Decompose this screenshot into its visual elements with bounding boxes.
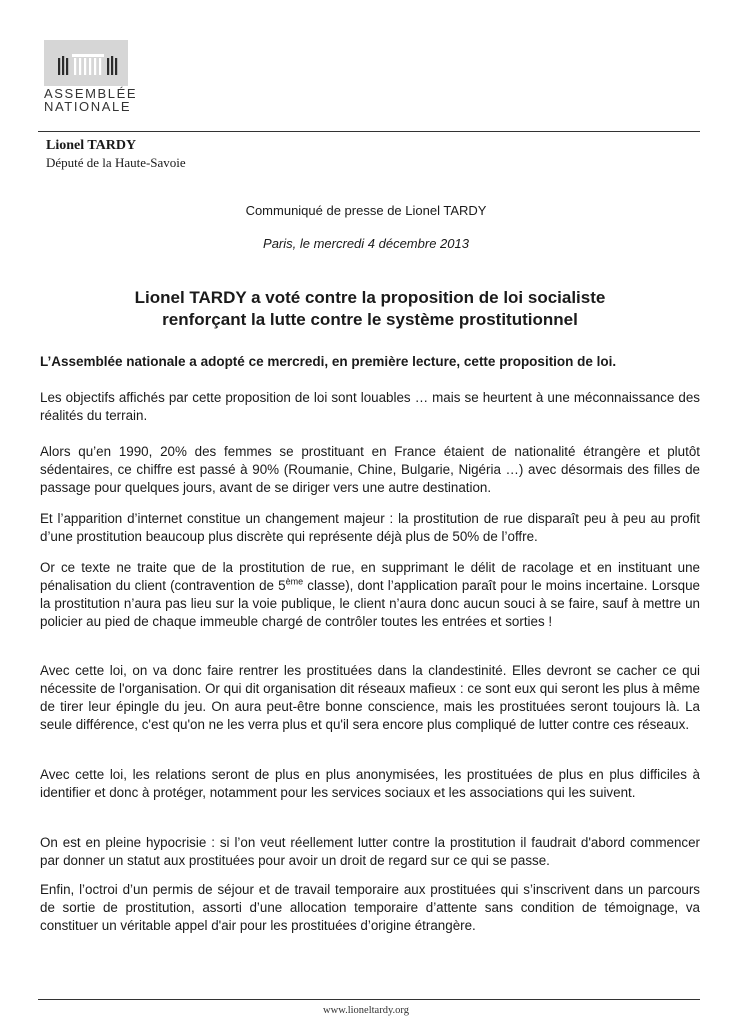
paragraph-5: Avec cette loi, on va donc faire rentrer les prostituées dans la clandestinité. Elles devront se cacher ce qui nécessite de l'organisation. Or qui dit organisation dit réseaux mafieux : ce sont eux qui seront les plus à même de tirer leur épingle du jeu. On aura peut-être bonne conscience, mais les prostituées seront toujours là. La seule différence, c'est qu'on ne les verra plus et qu'il sera encore plus compliqué de lutter contre ces réseaux. <box>40 663 700 732</box>
header-divider <box>38 131 700 132</box>
document-date: Paris, le mercredi 4 décembre 2013 <box>263 236 469 251</box>
lead-paragraph: L’Assemblée nationale a adopté ce mercredi, en première lecture, cette proposition de loi. <box>40 354 617 369</box>
paragraph-8: Enfin, l’octroi d’un permis de séjour et de travail temporaire aux prostituées qui s’inscrivent dans un parcours de sortie de prostitution, assorti d’une allocation temporaire d’attente sans condition de témoignage, va constituer un véritable appel d'air pour les prostituées d’origine étrangère. <box>40 882 700 933</box>
assemblee-columns-icon <box>44 40 128 86</box>
paragraph-6: Avec cette loi, les relations seront de plus en plus anonymisées, les prostituées de plus en plus difficiles à identifier et donc à protéger, notamment pour les services sociaux et les associations qui les suivent. <box>40 767 700 800</box>
author-role: Député de la Haute-Savoie <box>46 155 186 170</box>
paragraph-7: On est en pleine hypocrisie : si l’on veut réellement lutter contre la prostitution il faudrait d'abord commencer par donner un statut aux prostituées pour avoir un droit de regard sur ce qui se passe. <box>40 835 700 868</box>
assemblee-nationale-logo <box>44 40 138 118</box>
footer-divider <box>38 999 700 1000</box>
paragraph-4 <box>40 559 700 631</box>
title-line-2: renforçant la lutte contre le système prostitutionnel <box>162 310 578 329</box>
author-name: Lionel TARDY <box>46 138 137 153</box>
logo-text-line2: NATIONALE <box>44 99 132 114</box>
logo-text-line1: ASSEMBLÉE <box>44 86 138 101</box>
paragraph-4-part-a: Or ce texte ne traite que de la prostitution de rue, en supprimant le délit de racolage et en instituant une pénalisation du client (contravention de 5 <box>40 560 700 593</box>
paragraph-4-superscript: ème <box>285 576 304 587</box>
footer-url[interactable]: www.lioneltardy.org <box>323 1005 409 1016</box>
paragraph-2: Alors qu’en 1990, 20% des femmes se prostituant en France étaient de nationalité étrangère et plutôt sédentaires, ce chiffre est passé à 90% (Roumanie, Chine, Bulgarie, Nigéria …) avec désormais des filles de passage pour quelques jours, avant de se diriger vers une autre destination. <box>40 444 700 495</box>
title-line-1: Lionel TARDY a voté contre la proposition de loi socialiste <box>134 288 606 307</box>
paragraph-1: Les objectifs affichés par cette proposition de loi sont louables … mais se heurtent à une méconnaissance des réalités du terrain. <box>40 390 700 423</box>
document-title <box>60 287 680 331</box>
paragraph-4-part-b: classe), dont l’application paraît pour le moins incertaine. Lorsque la prostitution n’aura pas lieu sur la voie publique, le client n’aura donc aucun souci à se faire, sauf à mettre un policier au pied de chaque immeuble chargé de contrôler toutes les entrées et sorties ! <box>40 578 700 629</box>
communique-heading: Communiqué de presse de Lionel TARDY <box>245 203 487 218</box>
paragraph-3: Et l’apparition d’internet constitue un changement majeur : la prostitution de rue disparaît peu à peu au profit d’une prostitution beaucoup plus discrète qui représente déjà plus de 50% de l’offre. <box>40 511 700 544</box>
